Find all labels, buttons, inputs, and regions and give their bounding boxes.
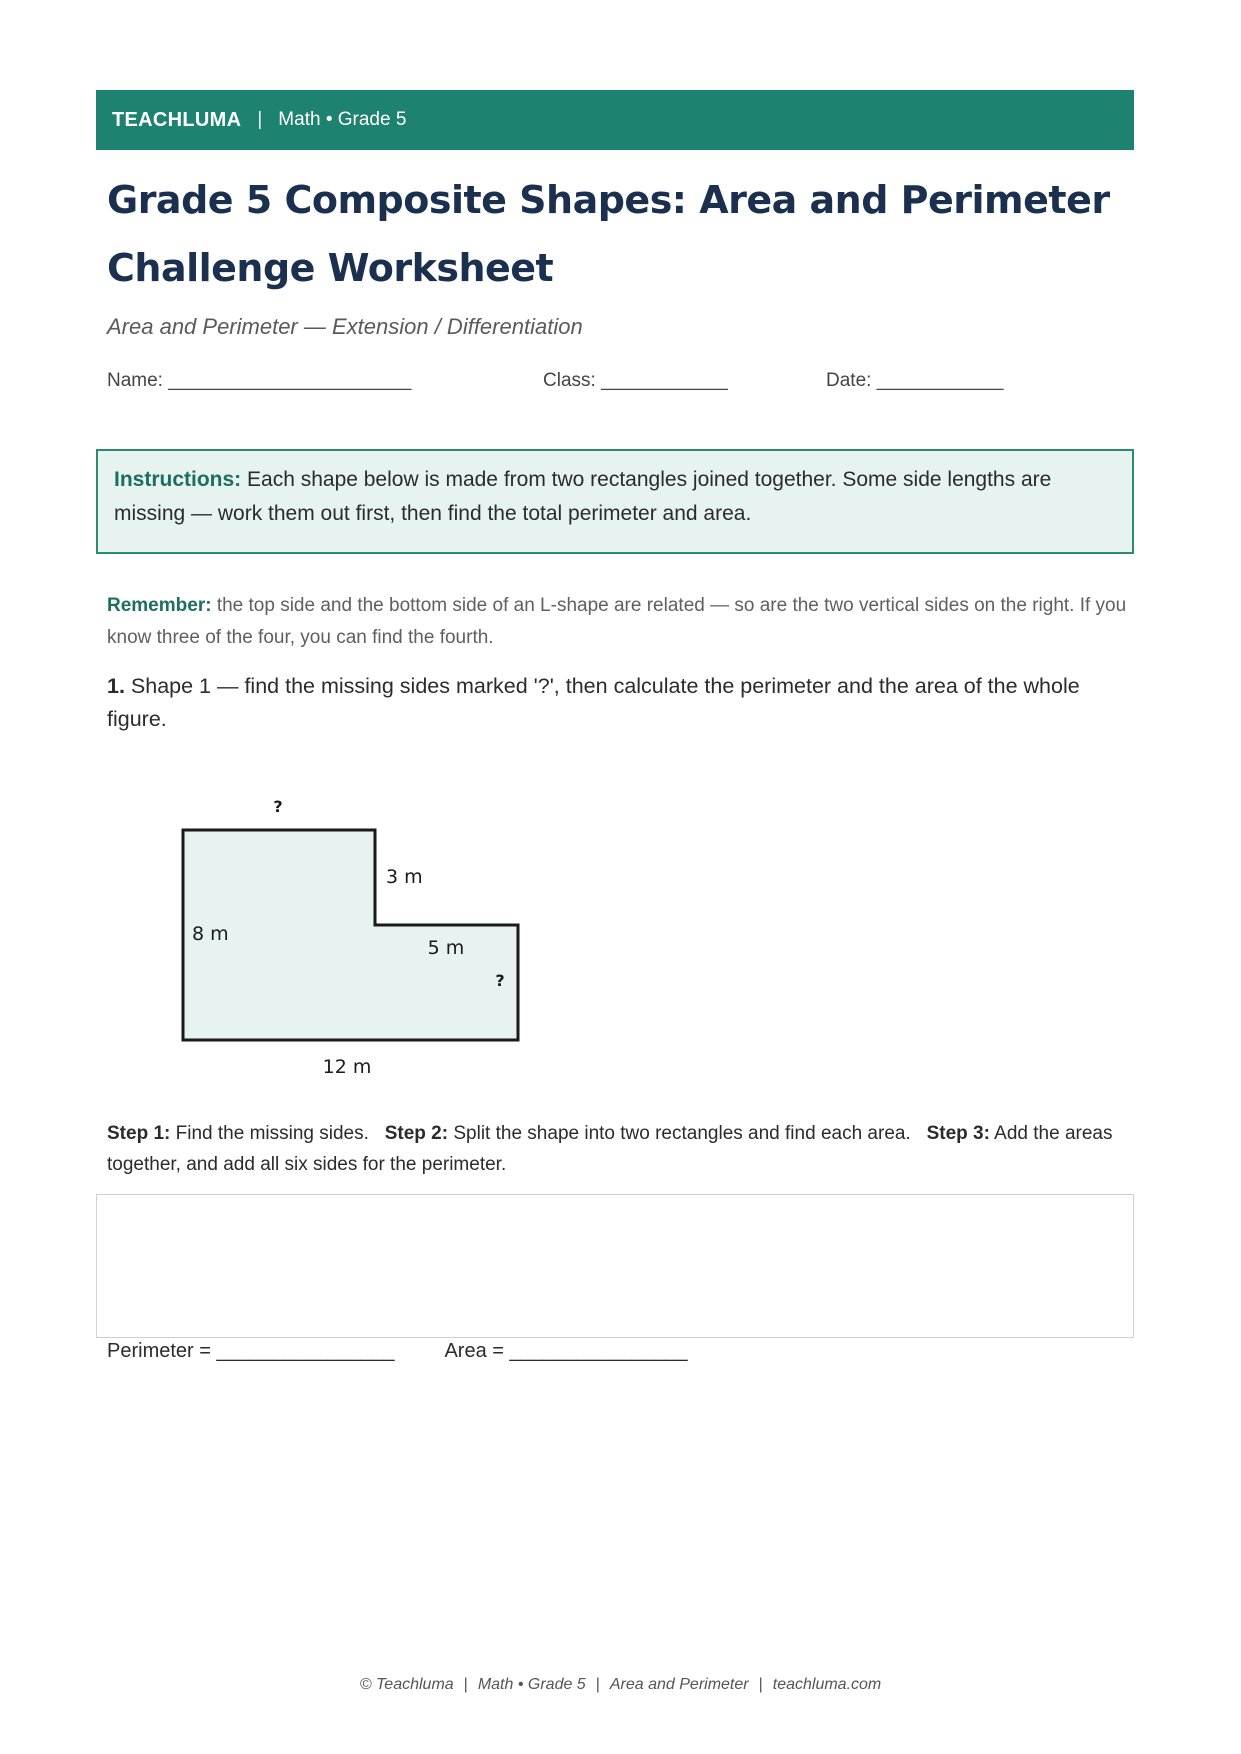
working-space-box[interactable] [96,1194,1134,1338]
step3-label: Step 3: [926,1123,990,1144]
brand-logo-text: TEACHLUMA [112,108,242,131]
header-banner [96,90,1134,150]
worksheet-subtitle: Area and Perimeter — Extension / Differentiation [107,314,583,339]
step3-text: Add the areas together, and add all six sides for the perimeter. [107,1123,1113,1175]
area-answer: Area = ________________ [444,1340,688,1362]
question-1 [107,670,1127,736]
answer-line [107,1340,687,1363]
label-right-side: ? [495,971,505,990]
header-separator: | [257,109,263,130]
solution-steps [107,1118,1137,1180]
footer-copyright: © Teachluma [359,1676,454,1693]
label-left-side: 8 m [192,923,229,945]
footer-topic: Area and Perimeter [609,1676,749,1693]
perimeter-answer: Perimeter = ________________ [107,1340,395,1362]
date-field: Date: ____________ [826,370,1004,391]
step1-text: Find the missing sides. [170,1123,385,1144]
question-number: 1. [107,674,125,698]
header-subject: Math • Grade 5 [278,109,407,130]
instructions-text: Each shape below is made from two rectangles joined together. Some side lengths are missing — work them out first, then find the total perimeter and area. [114,468,1052,525]
label-inner-horizontal: 5 m [427,937,465,959]
question-text: Shape 1 — find the missing sides marked '?', then calculate the perimeter and the area of the whole figure. [107,674,1080,731]
instructions-box [96,449,1134,554]
worksheet-title: Grade 5 Composite Shapes: Area and Perimeter Challenge Worksheet [107,178,1110,290]
step2-label: Step 2: [384,1123,449,1144]
name-field: Name: _______________________ [107,370,412,391]
label-bottom-side: 12 m [322,1056,372,1078]
footer-site: teachluma.com [772,1676,882,1693]
instructions-label: Instructions: [114,468,242,491]
step2-text: Split the shape into two rectangles and find each area. [448,1123,927,1144]
footer-separator: | [463,1676,468,1693]
label-inner-vertical: 3 m [386,866,423,888]
class-field: Class: ____________ [543,370,728,391]
footer-subject: Math • Grade 5 [477,1676,586,1693]
footer-separator: | [758,1676,763,1693]
page-footer [0,1676,1241,1694]
footer-separator: | [595,1676,600,1693]
remember-note [107,590,1157,654]
step1-label: Step 1: [107,1123,171,1144]
l-shape-outline [183,830,518,1040]
label-top-side: ? [273,797,283,816]
remember-label: Remember: [107,595,212,616]
l-shape-figure [150,795,550,1095]
remember-text: the top side and the bottom side of an L-shape are related — so are the two vertical sides on the right. If you know three of the four, you can find the fourth. [107,595,1127,648]
